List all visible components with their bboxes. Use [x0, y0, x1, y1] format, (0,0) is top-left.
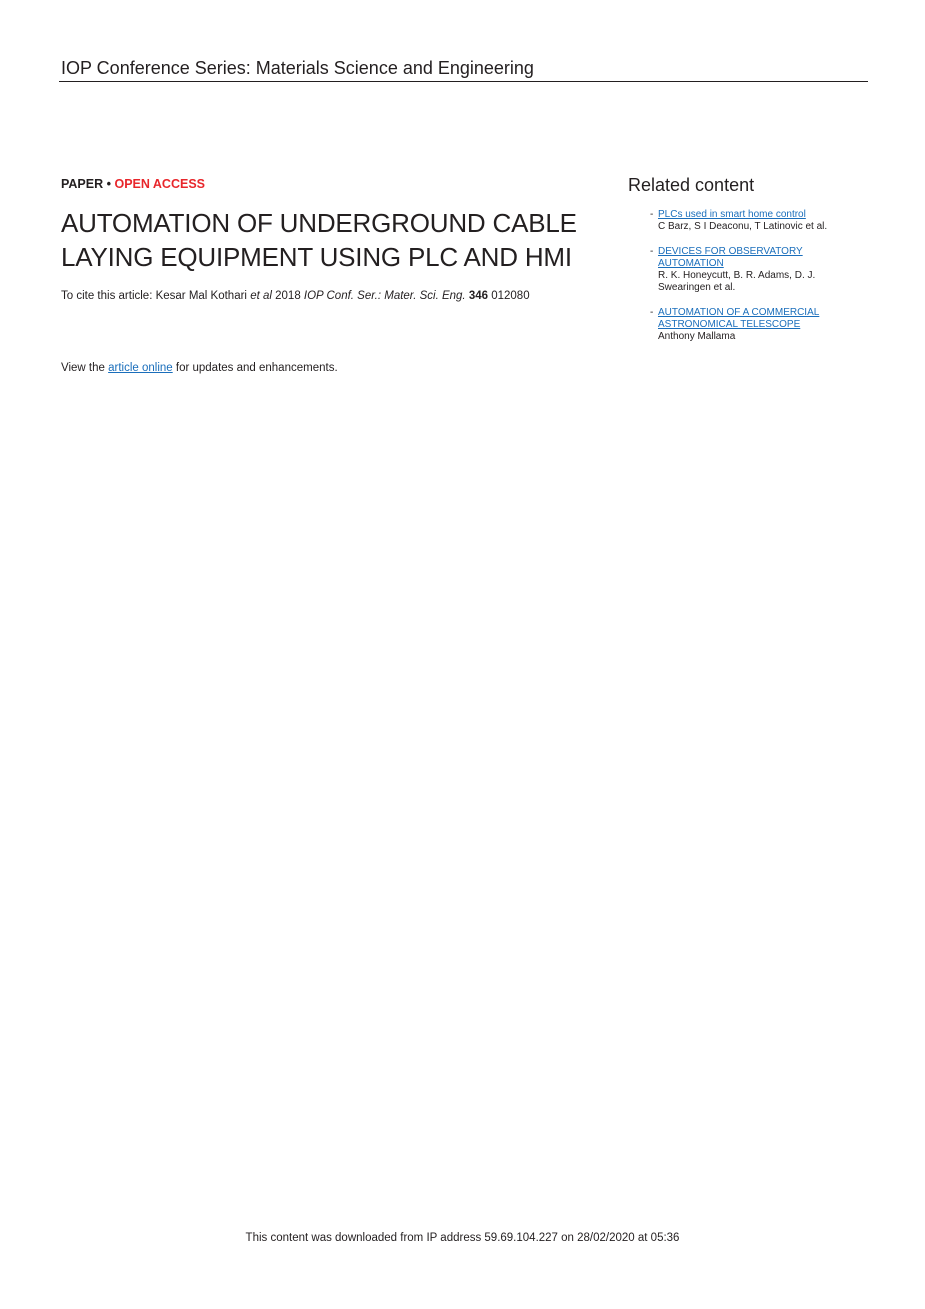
- download-footer: This content was downloaded from IP address 59.69.104.227 on 28/02/2020 at 05:36: [245, 1232, 680, 1244]
- related-item-authors: R. K. Honeycutt, B. R. Adams, D. J. Swearingen et al.: [658, 270, 816, 293]
- related-item-authors: Anthony Mallama: [658, 331, 736, 342]
- related-item: [628, 307, 888, 343]
- header-divider: [59, 81, 868, 82]
- view-online-prefix: View the: [61, 362, 109, 374]
- paper-type-separator: •: [103, 177, 115, 191]
- journal-title: IOP Conference Series: Materials Science and Engineering: [61, 58, 534, 78]
- citation: [61, 290, 530, 302]
- citation-prefix: To cite this article: Kesar Mal Kothari: [61, 290, 251, 302]
- citation-volume: 346: [468, 290, 489, 302]
- related-item-authors: C Barz, S I Deaconu, T Latinovic et al.: [658, 221, 828, 232]
- citation-article-number: 012080: [488, 290, 530, 302]
- article-title-line-1: AUTOMATION OF UNDERGROUND CABLE: [61, 208, 577, 238]
- citation-year: 2018: [271, 290, 304, 302]
- article-title: [61, 206, 601, 274]
- citation-et-al: et al: [250, 290, 272, 302]
- list-dash: -: [650, 209, 654, 220]
- related-content-list: [628, 209, 888, 343]
- related-content-heading: Related content: [628, 175, 755, 195]
- view-online-text: [61, 362, 338, 374]
- paper-type-label: PAPER: [61, 177, 104, 191]
- related-item: [628, 246, 888, 294]
- view-online-suffix: for updates and enhancements.: [172, 362, 338, 374]
- open-access-label: OPEN ACCESS: [114, 177, 205, 191]
- related-item-link[interactable]: PLCs used in smart home control: [658, 209, 806, 220]
- citation-journal: IOP Conf. Ser.: Mater. Sci. Eng.: [303, 290, 466, 302]
- related-item: [628, 209, 888, 233]
- paper-type-line: [61, 177, 205, 191]
- related-item-link[interactable]: DEVICES FOR OBSERVATORY AUTOMATION: [658, 246, 803, 269]
- related-item-link[interactable]: AUTOMATION OF A COMMERCIAL ASTRONOMICAL TELESCOPE: [658, 307, 820, 330]
- related-content-panel: [628, 175, 888, 356]
- list-dash: -: [650, 307, 654, 318]
- list-dash: -: [650, 246, 654, 257]
- article-online-link[interactable]: article online: [108, 362, 173, 374]
- article-title-line-2: LAYING EQUIPMENT USING PLC AND HMI: [61, 242, 572, 272]
